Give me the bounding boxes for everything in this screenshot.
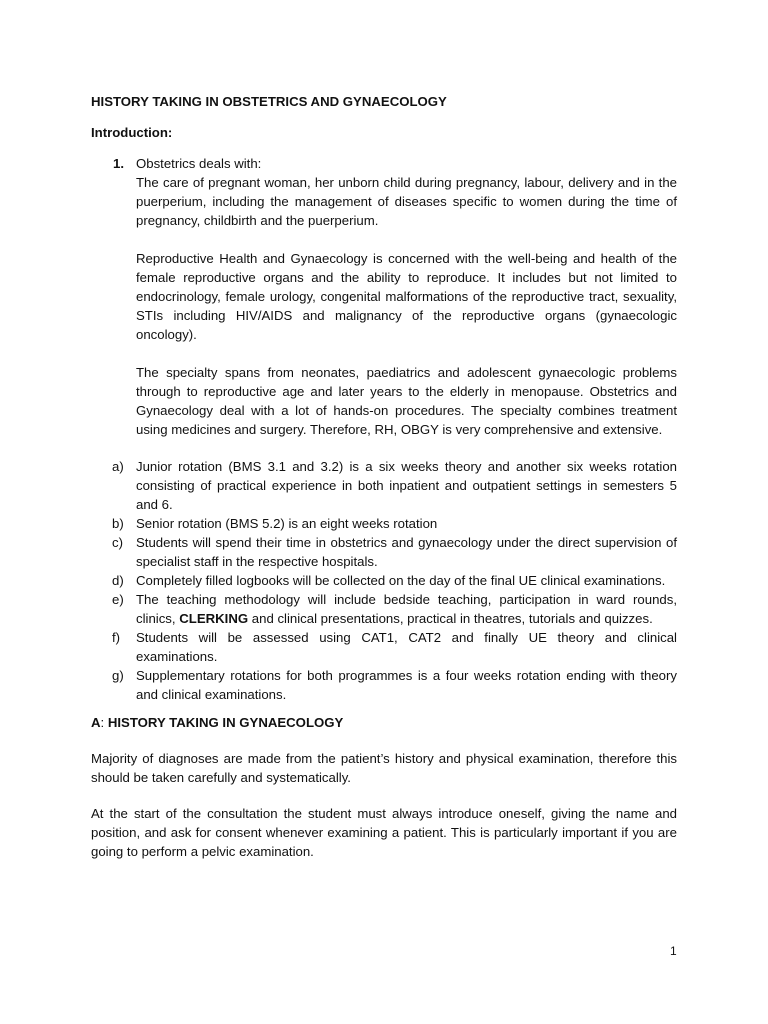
rotation-list — [91, 457, 677, 704]
document-title: HISTORY TAKING IN OBSTETRICS AND GYNAECOLOGY — [91, 94, 447, 109]
section-a-title: HISTORY TAKING IN GYNAECOLOGY — [104, 715, 344, 730]
list-letter: c) — [112, 535, 123, 550]
list-letter: e) — [112, 592, 124, 607]
list-item-text: Senior rotation (BMS 5.2) is an eight weeks rotation — [136, 516, 438, 531]
item-number: 1. — [113, 156, 124, 171]
list-item-text: Junior rotation (BMS 3.1 and 3.2) is a six weeks theory and another six weeks rotation consisting of practical experience in both inpatient and outpatient settings in semesters 5 and 6. — [136, 459, 677, 512]
list-item-text: Students will be assessed using CAT1, CAT2 and finally UE theory and clinical examinations. — [136, 630, 677, 664]
list-item-text: Students will spend their time in obstetrics and gynaecology under the direct supervision of specialist staff in the respective hospitals. — [136, 535, 677, 569]
page-number: 1 — [670, 944, 677, 958]
obstetrics-paragraph: The care of pregnant woman, her unborn child during pregnancy, labour, delivery and in the puerperium, including the management of diseases specific to women during the time of pregnancy, childbirth and the puerperium. — [136, 175, 677, 228]
list-item — [91, 628, 677, 666]
document-page — [91, 92, 677, 861]
list-letter: f) — [112, 630, 121, 645]
diagnoses-paragraph: Majority of diagnoses are made from the patient’s history and physical examination, therefore this should be taken carefully and systematically. — [91, 751, 677, 785]
list-letter: d) — [112, 573, 124, 588]
section-a-heading — [91, 713, 677, 732]
list-item — [91, 571, 677, 590]
list-item — [91, 533, 677, 571]
section-a-colon: : — [100, 715, 105, 730]
reproductive-health-paragraph: Reproductive Health and Gynaecology is concerned with the well-being and health of the female reproductive organs and the ability to reproduce. It includes but not limited to endocrinology, female urology, congenital malformations of the reproductive tract, sexuality, STIs including HIV/AIDS and malignancy of the reproductive organs (gynaecologic oncology). — [136, 251, 677, 342]
list-item-text: Supplementary rotations for both programmes is a four weeks rotation ending with theory and clinical examinations. — [136, 668, 677, 702]
section-a-prefix: A — [91, 715, 101, 730]
list-item — [91, 457, 677, 514]
numbered-item-1 — [91, 154, 677, 439]
list-item — [91, 666, 677, 704]
list-item-text: Completely filled logbooks will be collected on the day of the final UE clinical examinations. — [136, 573, 666, 588]
list-item-text-before: The teaching methodology will include bedside teaching, participation in ward rounds, clinics, — [136, 592, 677, 626]
list-item — [91, 514, 677, 533]
introduction-heading: Introduction: — [91, 125, 173, 140]
list-item-text-after: and clinical presentations, practical in theatres, tutorials and quizzes. — [248, 611, 653, 626]
consultation-paragraph: At the start of the consultation the student must always introduce oneself, giving the name and position, and ask for consent whenever examining a patient. This is particularly important if you are going to perform a pelvic examination. — [91, 806, 677, 859]
specialty-paragraph: The specialty spans from neonates, paediatrics and adolescent gynaecologic problems through to reproductive age and later years to the elderly in menopause. Obstetrics and Gynaecology deal with a lot of hands-on procedures. The specialty combines treatment using medicines and surgery. Therefore, RH, OBGY is very comprehensive and extensive. — [136, 365, 677, 437]
list-item — [91, 590, 677, 628]
list-letter: a) — [112, 459, 124, 474]
list-letter: b) — [112, 516, 124, 531]
item-lead-text: Obstetrics deals with: — [136, 156, 262, 171]
clerking-emphasis: CLERKING — [179, 611, 249, 626]
list-letter: g) — [112, 668, 124, 683]
